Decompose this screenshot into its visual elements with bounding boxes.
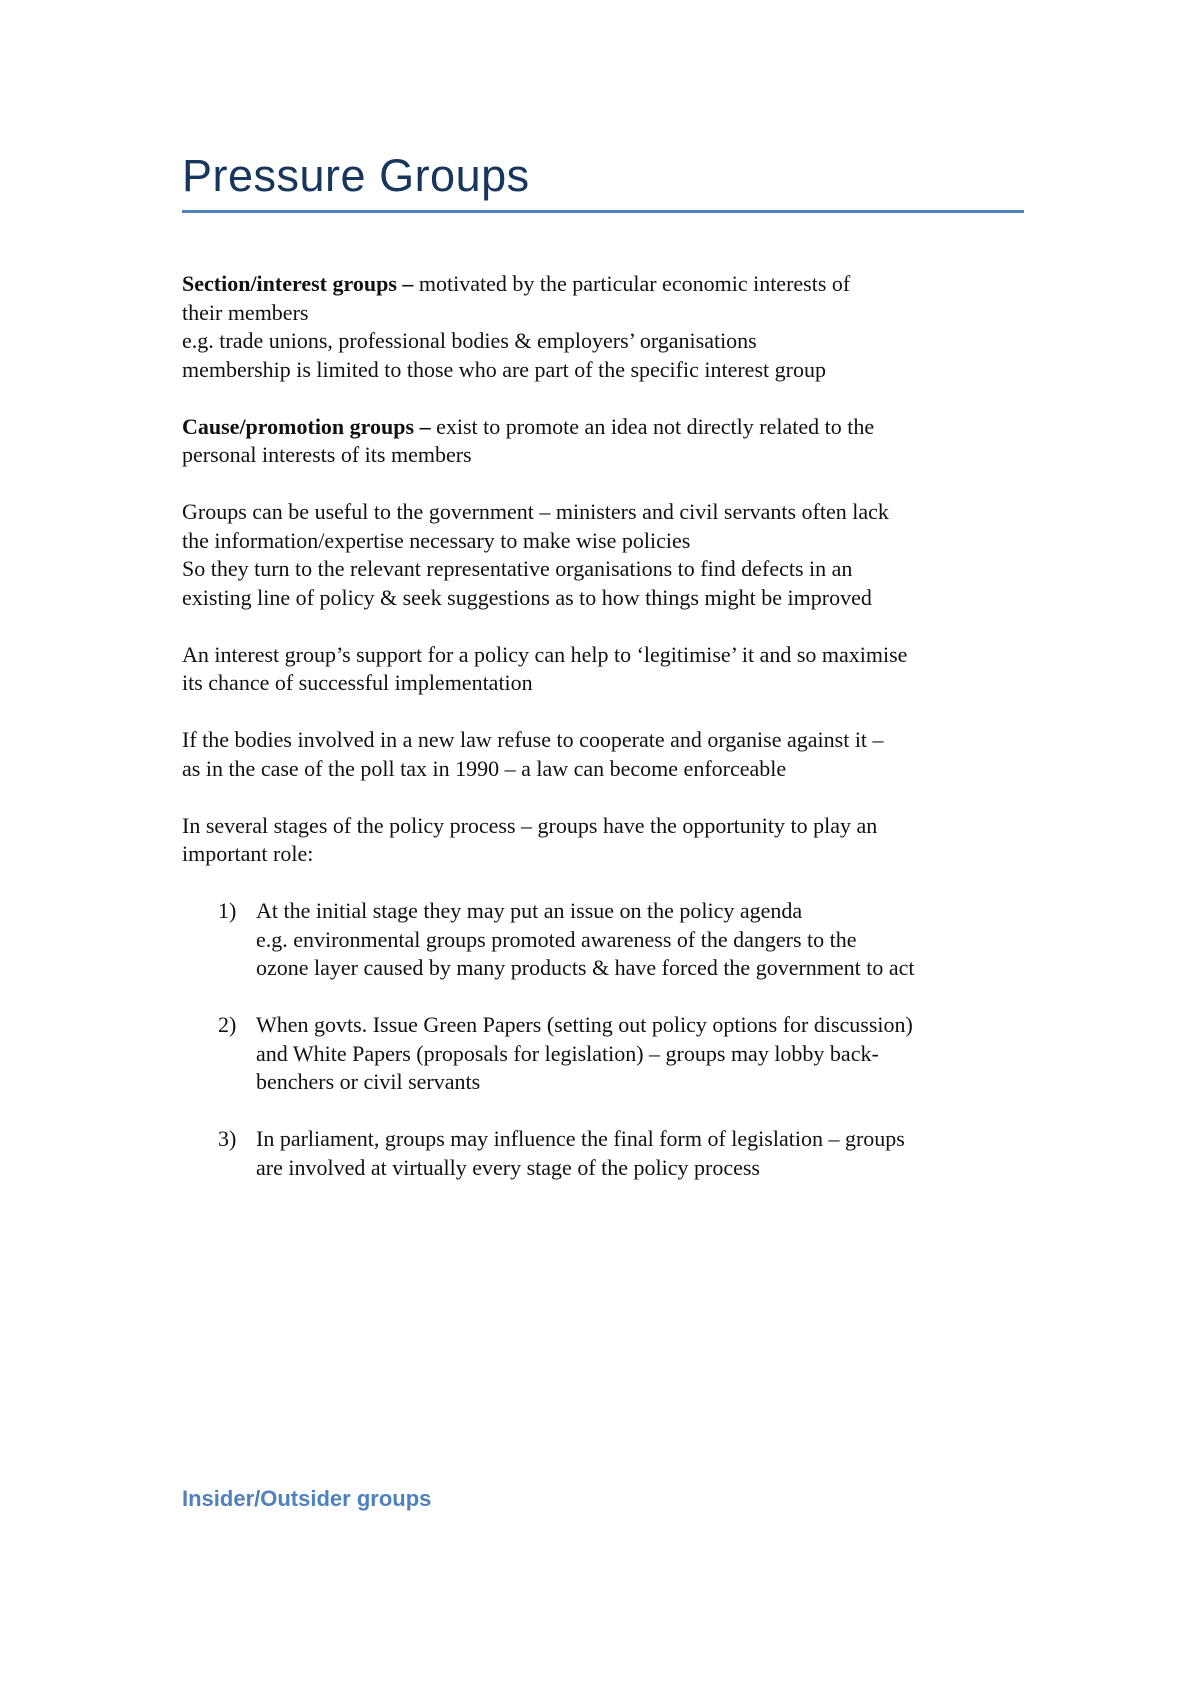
text-line: In parliament, groups may influence the final form of legislation – groups [256, 1126, 905, 1151]
text-line: personal interests of its members [182, 442, 472, 467]
text-line [182, 270, 1032, 299]
paragraph-legitimise [182, 641, 1032, 698]
numbered-list [182, 897, 1032, 1182]
text-line: At the initial stage they may put an issue on the policy agenda [256, 898, 803, 923]
text-span: exist to promote an idea not directly related to the [430, 413, 875, 439]
paragraph-policy-stages [182, 812, 1032, 869]
text-line: their members [182, 299, 309, 325]
text-line: benchers or civil servants [256, 1069, 481, 1094]
text-span: motivated by the particular economic interests of [413, 271, 851, 296]
text-line: An interest group’s support for a policy can help to ‘legitimise’ it and so maximise [182, 641, 908, 667]
section-heading: Insider/Outsider groups [182, 1486, 432, 1511]
list-number: 2) [218, 1012, 237, 1037]
paragraph-cause-promotion-groups [182, 413, 1032, 470]
term-heading: Section/interest groups – [182, 271, 414, 296]
text-line: its chance of successful implementation [182, 670, 533, 695]
paragraph-section-interest-groups [182, 270, 1032, 384]
text-line: So they turn to the relevant representative organisations to find defects in an [182, 556, 853, 581]
text-line: the information/expertise necessary to make wise policies [182, 527, 691, 553]
document-body [182, 270, 1032, 1211]
text-line: important role: [182, 841, 314, 866]
text-line: as in the case of the poll tax in 1990 – a law can become enforceable [182, 755, 787, 781]
text-line: If the bodies involved in a new law refuse to cooperate and organise against it – [182, 727, 884, 752]
list-number: 1) [218, 898, 237, 923]
page-title: Pressure Groups [182, 150, 530, 201]
text-line: ozone layer caused by many products & have forced the government to act [256, 955, 915, 980]
text-line: In several stages of the policy process – groups have the opportunity to play an [182, 812, 878, 838]
title-underline [182, 210, 1024, 213]
list-item [182, 1011, 1032, 1097]
paragraph-usefulness [182, 498, 1032, 612]
text-line: are involved at virtually every stage of the policy process [256, 1154, 760, 1180]
text-line: and White Papers (proposals for legislation) – groups may lobby back- [256, 1040, 879, 1066]
text-line: e.g. trade unions, professional bodies & employers’ organisations [182, 328, 757, 353]
list-number: 3) [218, 1126, 237, 1151]
list-item [182, 897, 1032, 983]
list-item [182, 1125, 1032, 1182]
text-line [182, 413, 1032, 442]
text-line: When govts. Issue Green Papers (setting out policy options for discussion) [256, 1012, 913, 1037]
text-line: e.g. environmental groups promoted awareness of the dangers to the [256, 926, 857, 952]
term-heading: Cause/promotion groups – [182, 413, 431, 439]
text-line: existing line of policy & seek suggestions as to how things might be improved [182, 584, 872, 610]
paragraph-poll-tax [182, 726, 1032, 783]
text-line: membership is limited to those who are part of the specific interest group [182, 356, 826, 382]
text-line: Groups can be useful to the government – ministers and civil servants often lack [182, 499, 889, 524]
